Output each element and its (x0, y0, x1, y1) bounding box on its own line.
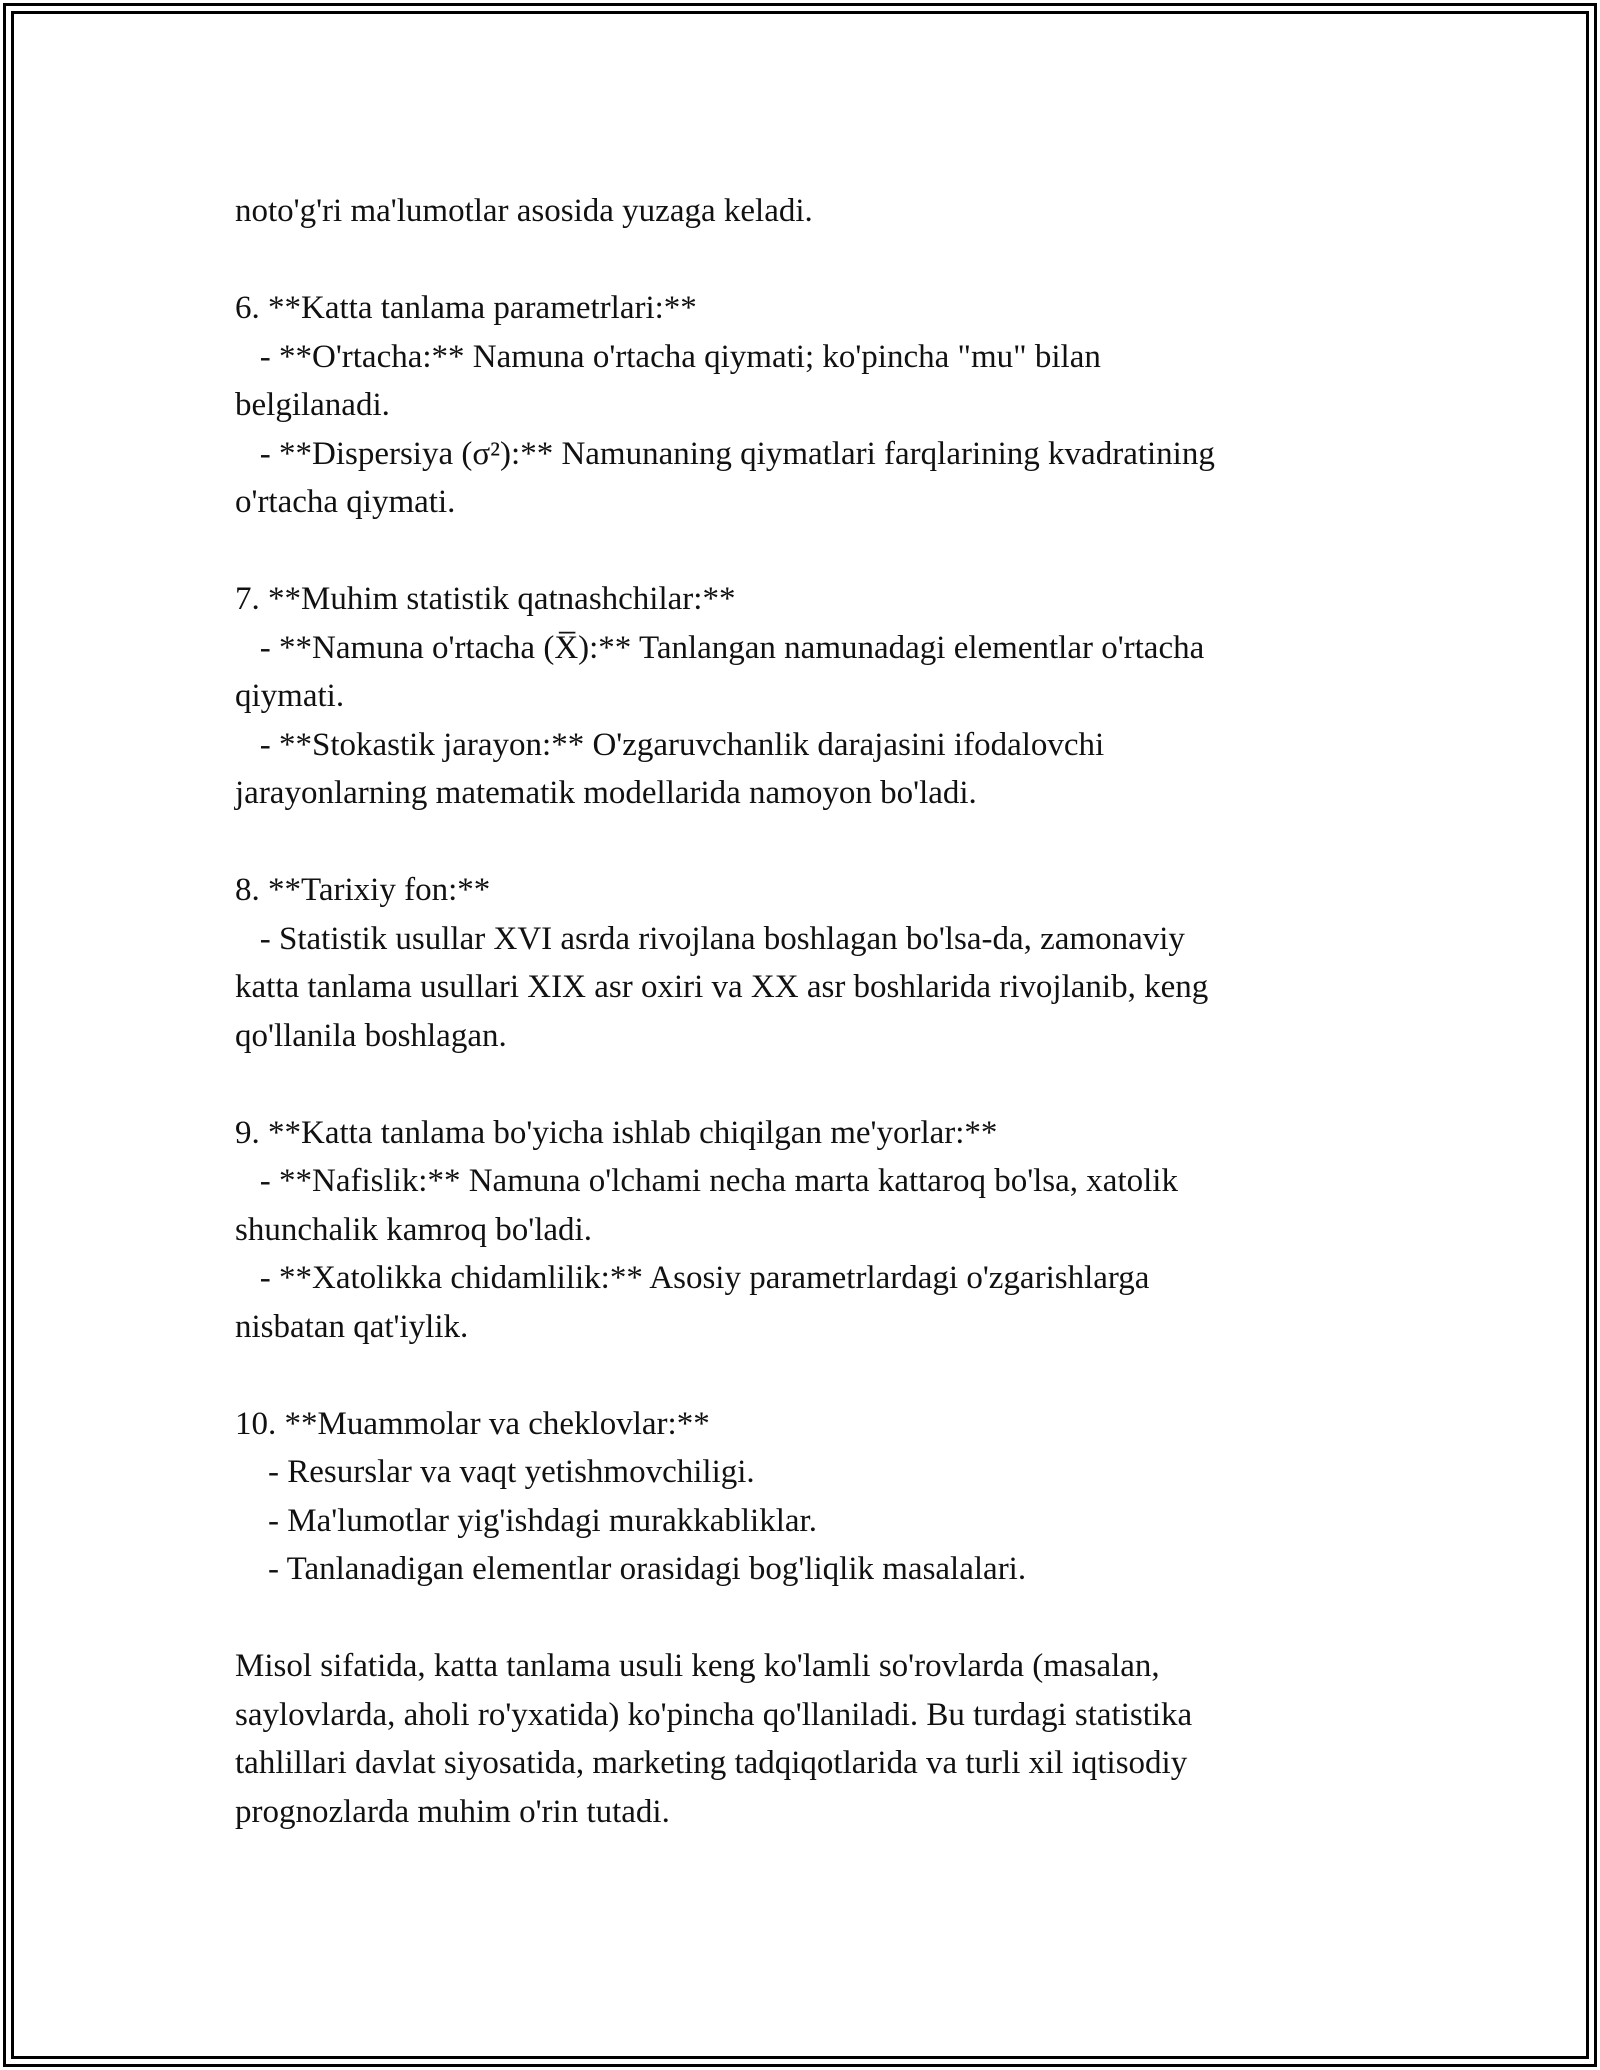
text-line: - **Xatolikka chidamlilik:** Asosiy parametrlardagi o'zgarishlarga (235, 1260, 1150, 1296)
text-line: - **O'rtacha:** Namuna o'rtacha qiymati; ko'pincha "mu" bilan (235, 338, 1101, 375)
text-line: - Resurslar va vaqt yetishmovchiligi. (235, 1454, 755, 1490)
blank-line (235, 818, 1355, 867)
text-line: 6. **Katta tanlama parametrlari:** (235, 290, 697, 326)
text-line: 7. **Muhim statistik qatnashchilar:** (235, 581, 736, 617)
blank-line (235, 527, 1355, 576)
text-line: noto'g'ri ma'lumotlar asosida yuzaga keladi. (235, 193, 813, 229)
text-line: qo'llanila boshlagan. (235, 1017, 507, 1054)
text-line: - Ma'lumotlar yig'ishdagi murakkabliklar. (235, 1502, 817, 1539)
text-line: - Tanlanadigan elementlar orasidagi bog'liqlik masalalari. (235, 1551, 1027, 1587)
text-line: qiymati. (235, 678, 345, 714)
text-line: - Statistik usullar XVI asrda rivojlana boshlagan bo'lsa-da, zamonaviy (235, 920, 1185, 957)
text-line: prognozlarda muhim o'rin tutadi. (235, 1793, 670, 1830)
text-line: nisbatan qat'iylik. (235, 1308, 469, 1345)
text-line: 9. **Katta tanlama bo'yicha ishlab chiqilgan me'yorlar:** (235, 1114, 998, 1151)
text-line: tahlillari davlat siyosatida, marketing tadqiqotlarida va turli xil iqtisodiy (235, 1745, 1188, 1781)
text-line: - **Dispersiya (σ²):** Namunaning qiymatlari farqlarining kvadratining (235, 435, 1215, 472)
blank-line (235, 1351, 1355, 1400)
text-line: o'rtacha qiymati. (235, 484, 456, 520)
text-line: saylovlarda, aholi ro'yxatida) ko'pincha qo'llaniladi. Bu turdagi statistika (235, 1696, 1193, 1733)
document-body (235, 187, 1355, 1836)
blank-line (235, 1594, 1355, 1643)
text-line: Misol sifatida, katta tanlama usuli keng ko'lamli so'rovlarda (masalan, (235, 1648, 1160, 1684)
text-line: - **Nafislik:** Namuna o'lchami necha marta kattaroq bo'lsa, xatolik (235, 1163, 1178, 1199)
blank-line (235, 236, 1355, 285)
text-line: 10. **Muammolar va cheklovlar:** (235, 1405, 710, 1442)
text-line: belgilanadi. (235, 387, 390, 423)
text-line: katta tanlama usullari XIX asr oxiri va XX asr boshlarida rivojlanib, keng (235, 969, 1209, 1005)
text-line: jarayonlarning matematik modellarida namoyon bo'ladi. (235, 775, 977, 811)
blank-line (235, 1060, 1355, 1109)
text-line: 8. **Tarixiy fon:** (235, 872, 491, 908)
text-line: - **Namuna o'rtacha (X̅):** Tanlangan namunadagi elementlar o'rtacha (235, 629, 1205, 666)
text-line: - **Stokastik jarayon:** O'zgaruvchanlik darajasini ifodalovchi (235, 726, 1105, 763)
text-line: shunchalik kamroq bo'ladi. (235, 1211, 592, 1248)
